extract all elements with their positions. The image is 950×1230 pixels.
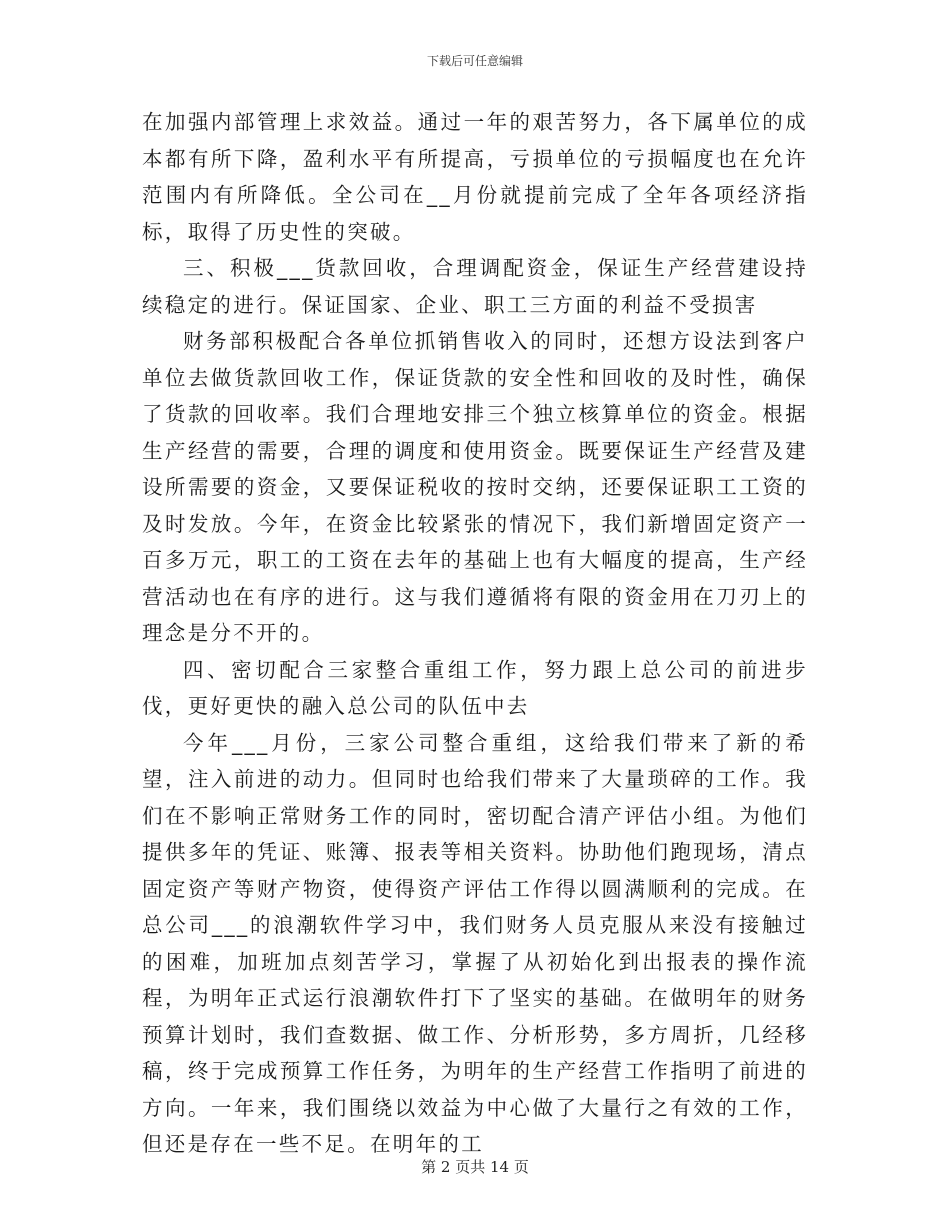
paragraph-1: 在加强内部管理上求效益。通过一年的艰苦努力，各下属单位的成本都有所下降，盈利水平有所提高，亏损单位的亏损幅度也在允许范围内有所降低。全公司在__月份就提前完成了全年各项经济指标，取得了历史性的突破。 bbox=[142, 110, 808, 244]
page-footer: 第 2 页共 14 页 bbox=[421, 1158, 529, 1176]
page-header: 下载后可任意编辑 bbox=[426, 54, 523, 68]
section-heading-3: 三、积极___货款回收，合理调配资金，保证生产经营建设持续稳定的进行。保证国家、企业、职工三方面的利益不受损害 bbox=[142, 256, 808, 317]
paragraph-3: 财务部积极配合各单位抓销售收入的同时，还想方设法到客户单位去做货款回收工作，保证货款的安全性和回收的及时性，确保了货款的回收率。我们合理地安排三个独立核算单位的资金。根据生产经营的需要，合理的调度和使用资金。既要保证生产经营及建设所需要的资金，又要保证税收的按时交纳，还要保证职工工资的及时发放。今年，在资金比较紧张的情况下，我们新增固定资产一百多万元，职工的工资在去年的基础上也有大幅度的提高，生产经营活动也在有序的进行。这与我们遵循将有限的资金用在刀刃上的理念是分不开的。 bbox=[142, 329, 808, 645]
document-body bbox=[142, 104, 808, 1163]
section-heading-4: 四、密切配合三家整合重组工作，努力跟上总公司的前进步伐，更好更快的融入总公司的队伍中去 bbox=[142, 657, 808, 718]
paragraph-5: 今年___月份，三家公司整合重组，这给我们带来了新的希望，注入前进的动力。但同时也给我们带来了大量琐碎的工作。我们在不影响正常财务工作的同时，密切配合清产评估小组。为他们提供多年的凭证、账簿、报表等相关资料。协助他们跑现场，清点固定资产等财产物资，使得资产评估工作得以圆满顺利的完成。在总公司___的浪潮软件学习中，我们财务人员克服从来没有接触过的困难，加班加点刻苦学习，掌握了从初始化到出报表的操作流程，为明年正式运行浪潮软件打下了坚实的基础。在做明年的财务预算计划时，我们查数据、做工作、分析形势，多方周折，几经移稿，终于完成预算工作任务，为明年的生产经营工作指明了前进的方向。一年来，我们围绕以效益为中心做了大量行之有效的工作，但还是存在一些不足。在明年的工 bbox=[142, 730, 808, 1156]
